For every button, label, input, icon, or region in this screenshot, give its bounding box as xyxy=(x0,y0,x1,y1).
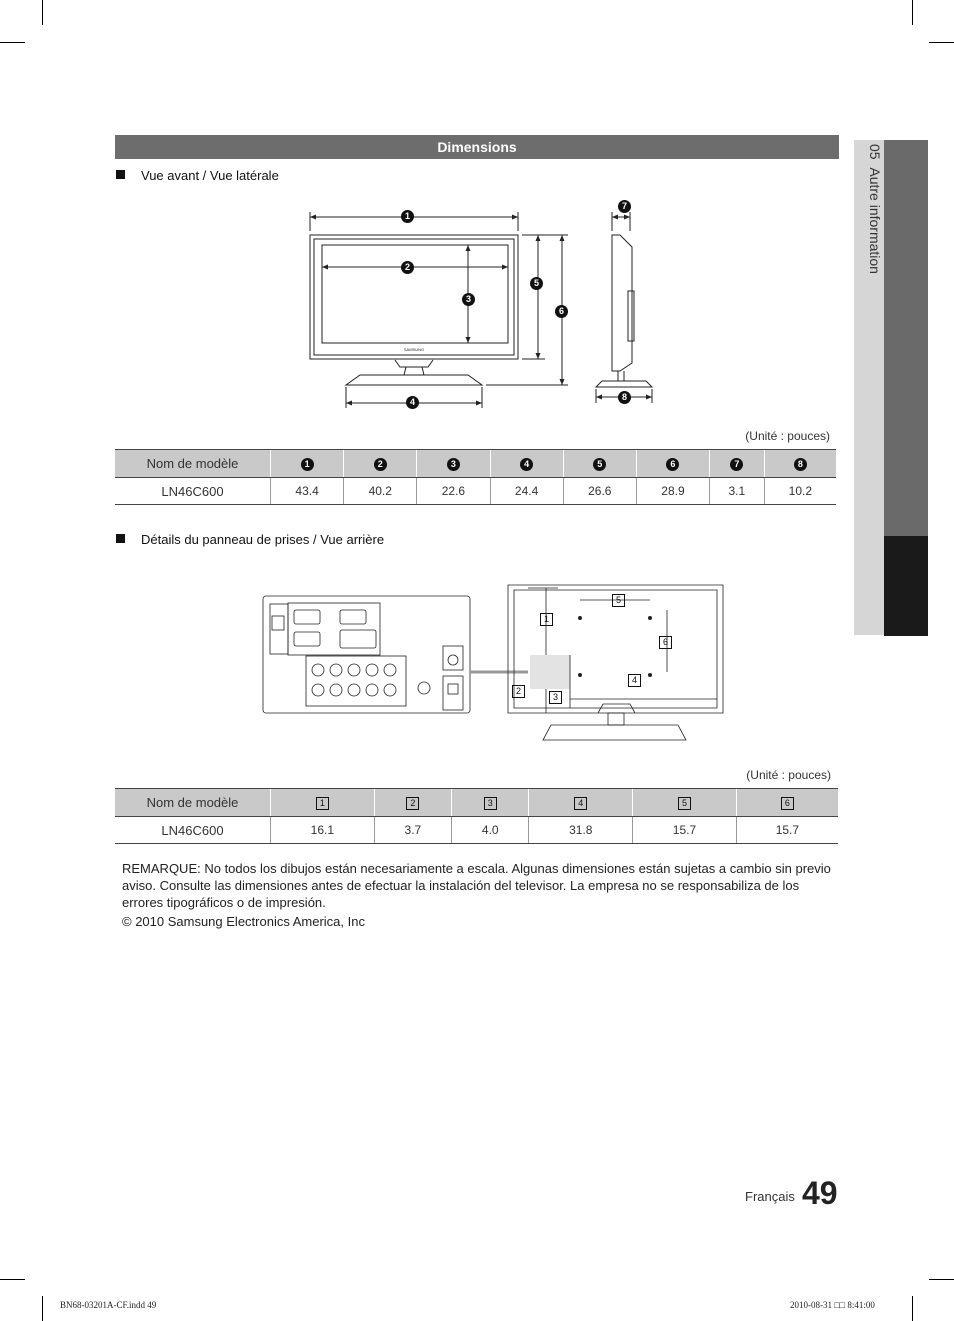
table-row xyxy=(115,817,838,844)
chapter-number: 05 xyxy=(867,144,883,160)
value-4: 31.8 xyxy=(529,817,633,844)
side-tab-label xyxy=(867,144,883,274)
col-callout-8: 8 xyxy=(794,458,807,471)
table2-unit: (Unité : pouces) xyxy=(746,768,831,782)
value-8: 10.2 xyxy=(764,478,836,505)
col-callout-3: 3 xyxy=(484,797,497,810)
value-1: 16.1 xyxy=(271,817,375,844)
rear-callout-4: 4 xyxy=(628,674,641,687)
col-callout-4: 4 xyxy=(574,797,587,810)
rear-callout-2: 2 xyxy=(512,685,525,698)
front-side-view-diagram xyxy=(300,195,670,415)
crop-mark xyxy=(42,0,43,25)
col-callout-5: 5 xyxy=(678,797,691,810)
col-callout-7: 7 xyxy=(730,458,743,471)
col-callout-4: 4 xyxy=(520,458,533,471)
col-callout-1: 1 xyxy=(301,458,314,471)
table-header-row xyxy=(115,450,836,478)
header-model-label: Nom de modèle xyxy=(115,789,271,817)
samsung-logo: SAMSUNG xyxy=(403,347,425,352)
footer-date-slug: 2010-08-31 □□ 8:41:00 xyxy=(790,1300,875,1310)
remark-text: REMARQUE: No todos los dibujos están necesariamente a escala. Algunas dimensiones están sujetas a cambio sin previo aviso. Consulte las dimensiones antes de efectuar la instalación del televisor. La empresa no se responsabiliza de los errores tipográficos o de impresión. xyxy=(122,861,831,910)
callout-4: 4 xyxy=(406,396,419,409)
value-3: 4.0 xyxy=(452,817,529,844)
table-row xyxy=(115,478,836,505)
remark-note xyxy=(122,860,837,930)
copyright-text: © 2010 Samsung Electronics America, Inc xyxy=(122,914,365,929)
table-header-row xyxy=(115,789,838,817)
callout-2: 2 xyxy=(401,261,414,274)
rear-callout-5: 5 xyxy=(612,594,625,607)
value-2: 3.7 xyxy=(374,817,451,844)
crop-mark xyxy=(929,42,954,43)
rear-callout-3: 3 xyxy=(549,691,562,704)
crop-mark xyxy=(929,1279,954,1280)
value-5: 26.6 xyxy=(563,478,636,505)
chapter-title: Autre information xyxy=(867,167,883,274)
front-view-heading xyxy=(116,168,279,183)
value-5: 15.7 xyxy=(633,817,737,844)
value-6: 15.7 xyxy=(736,817,838,844)
value-6: 28.9 xyxy=(636,478,709,505)
value-4: 24.4 xyxy=(490,478,563,505)
crop-mark xyxy=(0,1279,25,1280)
value-7: 3.1 xyxy=(710,478,765,505)
callout-8: 8 xyxy=(618,391,631,404)
callout-3: 3 xyxy=(462,293,475,306)
value-3: 22.6 xyxy=(417,478,490,505)
callout-5: 5 xyxy=(530,277,543,290)
header-model-label: Nom de modèle xyxy=(115,450,271,478)
rear-panel-diagram xyxy=(258,580,728,746)
model-name: LN46C600 xyxy=(115,817,271,844)
col-callout-2: 2 xyxy=(406,797,419,810)
col-callout-5: 5 xyxy=(593,458,606,471)
col-callout-6: 6 xyxy=(781,797,794,810)
callout-7: 7 xyxy=(618,200,631,213)
rear-view-heading-text: Détails du panneau de prises / Vue arrière xyxy=(141,532,385,547)
col-callout-2: 2 xyxy=(374,458,387,471)
crop-mark xyxy=(42,1296,43,1321)
rear-callout-1: 1 xyxy=(540,613,553,626)
col-callout-1: 1 xyxy=(316,797,329,810)
rear-view-heading xyxy=(116,532,384,547)
front-view-heading-text: Vue avant / Vue latérale xyxy=(141,168,279,183)
callout-6: 6 xyxy=(555,305,568,318)
col-callout-6: 6 xyxy=(666,458,679,471)
table1-unit: (Unité : pouces) xyxy=(745,429,830,443)
model-name: LN46C600 xyxy=(115,478,271,505)
front-dimensions-table xyxy=(115,449,836,505)
footer-language: Français xyxy=(745,1189,795,1204)
callout-1: 1 xyxy=(401,210,414,223)
col-callout-3: 3 xyxy=(447,458,460,471)
crop-mark xyxy=(0,42,25,43)
rear-callout-6: 6 xyxy=(659,636,672,649)
footer-file-slug: BN68-03201A-CF.indd 49 xyxy=(60,1300,157,1310)
section-title: Dimensions xyxy=(115,135,839,159)
side-tab-dark xyxy=(884,140,928,536)
crop-mark xyxy=(912,0,913,25)
crop-mark xyxy=(912,1296,913,1321)
side-tab-marker xyxy=(884,536,928,636)
value-2: 40.2 xyxy=(344,478,417,505)
value-1: 43.4 xyxy=(271,478,344,505)
page-number: 49 xyxy=(802,1175,838,1211)
rear-dimensions-table xyxy=(115,788,838,844)
